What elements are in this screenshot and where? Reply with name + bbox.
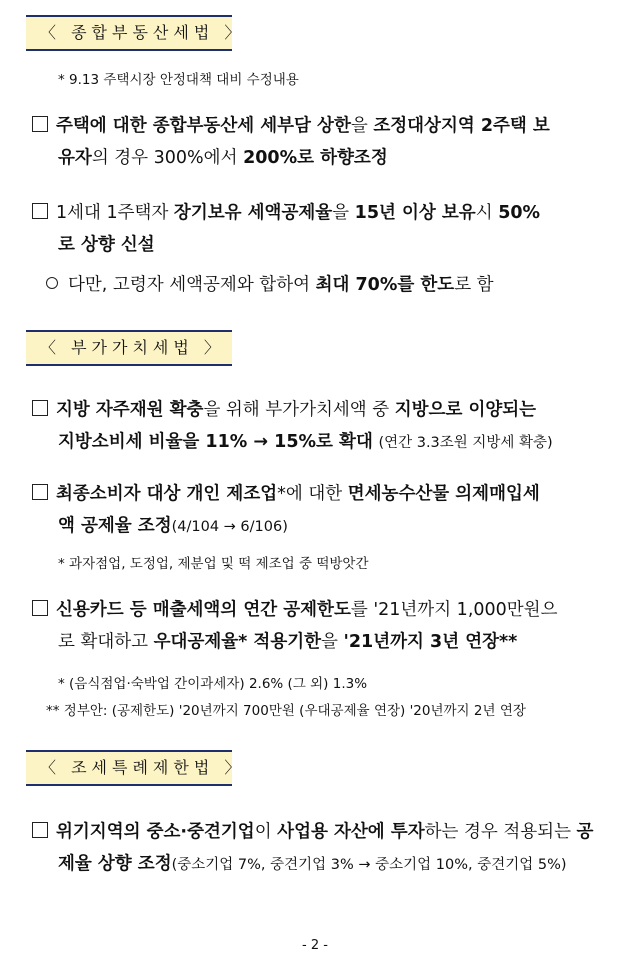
checkbox-bullet xyxy=(32,116,48,132)
footnote-manufacturing-types: * 과자점업, 도정업, 제분업 및 떡 제조업 중 떡방앗간 xyxy=(58,556,369,572)
checkbox-bullet xyxy=(32,484,48,500)
checkbox-bullet xyxy=(32,822,48,838)
checkbox-bullet xyxy=(32,203,48,219)
paragraph-credit-card-deduction: 신용카드 등 매출세액의 연간 공제한도를 '21년까지 1,000만원으 로 확대하고 우대공제율* 적용기한을 '21년까지 3년 연장** xyxy=(32,594,612,658)
paragraph-tax-burden-cap: 주택에 대한 종합부동산세 세부담 상한을 조정대상지역 2주택 보 유자의 경우 300%에서 200%로 하향조정 xyxy=(32,110,612,174)
footnote-9-13-measures: * 9.13 주택시장 안정대책 대비 수정내용 xyxy=(58,72,299,88)
section-heading-special-tax-treatment: 〈 조세특례제한법 〉 xyxy=(26,750,232,786)
paragraph-long-term-holding-deduction: 1세대 1주택자 장기보유 세액공제율을 15년 이상 보유시 50% 로 상향 신설 xyxy=(32,197,612,261)
checkbox-bullet xyxy=(32,400,48,416)
footnote-simplified-taxpayer-rates: * (음식점업·숙박업 간이과세자) 2.6% (그 외) 1.3% xyxy=(58,676,368,692)
checkbox-bullet xyxy=(32,600,48,616)
paragraph-deemed-input-tax: 최종소비자 대상 개인 제조업*에 대한 면세농수산물 의제매입세 액 공제율 조정(4/104 → 6/106) xyxy=(32,478,612,543)
section-heading-comprehensive-real-estate-tax: 〈 종합부동산세법 〉 xyxy=(26,15,232,51)
paragraph-local-consumption-tax: 지방 자주재원 확충을 위해 부가가치세액 중 지방으로 이양되는 지방소비세 비율을 11% → 15%로 확대 (연간 3.3조원 지방세 확충) xyxy=(32,394,612,459)
page-number: - 2 - xyxy=(302,938,328,953)
paragraph-elderly-deduction-limit: 다만, 고령자 세액공제와 합하여 최대 70%를 한도로 함 xyxy=(46,269,626,301)
paragraph-crisis-region-investment: 위기지역의 중소·중견기업이 사업용 자산에 투자하는 경우 적용되는 공 제율 상향 조정(중소기업 7%, 중견기업 3% → 중소기업 10%, 중견기업 5%) xyxy=(32,816,612,881)
section-heading-value-added-tax: 〈 부가가치세법 〉 xyxy=(26,330,232,366)
footnote-government-proposal: ** 정부안: (공제한도) '20년까지 700만원 (우대공제율 연장) '20년까지 2년 연장 xyxy=(46,703,526,719)
circle-bullet xyxy=(46,277,58,289)
